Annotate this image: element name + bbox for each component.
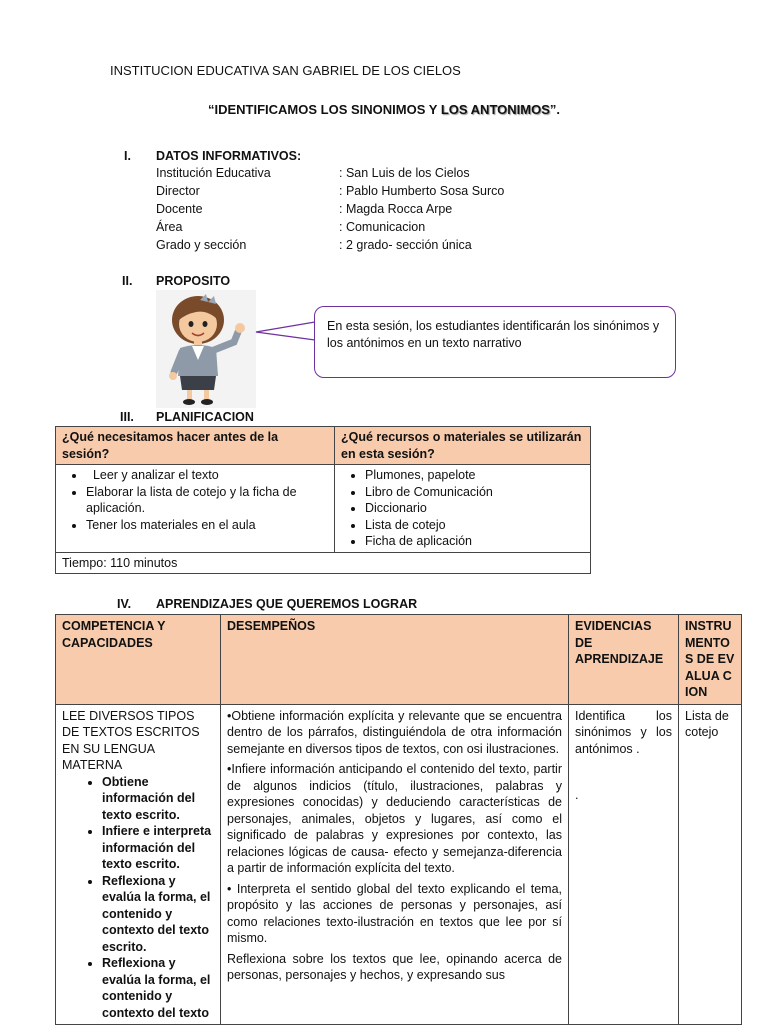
- speech-bubble-tail: [254, 320, 318, 342]
- competencia-text: LEE DIVERSOS TIPOS DE TEXTOS ESCRITOS EN SU LENGUA MATERNA: [62, 708, 200, 772]
- section-4-heading: APRENDIZAJES QUE QUEREMOS LOGRAR: [156, 597, 418, 611]
- capacidad-item: • Infiere e interpreta información del texto escrito.: [102, 823, 214, 873]
- info-value: : Magda Rocca Arpe: [339, 202, 453, 216]
- desempeno-paragraph: • Interpreta el sentido global del texto explicando el tema, propósito y las acciones de personas y personajes, así como relaciones texto-ilustración en textos que lee por sí mismo.: [227, 881, 562, 945]
- list-item: • Tener los materiales en el aula: [86, 517, 328, 534]
- evidencia-dot: .: [575, 788, 579, 802]
- section-3-heading: PLANIFICACION: [156, 410, 254, 424]
- planning-col1-header: ¿Qué necesitamos hacer antes de la sesión?: [56, 427, 335, 465]
- evidencias-cell: [569, 704, 679, 1025]
- school-name: INSTITUCION EDUCATIVA SAN GABRIEL DE LOS CIELOS: [110, 63, 461, 78]
- header-desempenos: DESEMPEÑOS: [221, 615, 569, 705]
- instrumento-cell: Lista de cotejo: [679, 704, 742, 1025]
- title-suffix: ”.: [549, 102, 560, 117]
- header-competencia: COMPETENCIA Y CAPACIDADES: [56, 615, 221, 705]
- title-highlight: LOS ANTONIMOS: [440, 102, 550, 117]
- list-item: • Plumones, papelote: [365, 467, 584, 484]
- section-1-heading: DATOS INFORMATIVOS:: [156, 149, 302, 163]
- section-2-heading: PROPOSITO: [156, 274, 231, 288]
- planning-time: Tiempo: 110 minutos: [56, 552, 591, 574]
- desempeno-paragraph: Reflexiona sobre los textos que lee, opinando acerca de personas, personajes y hechos, y expresando sus: [227, 951, 562, 982]
- info-label: Director: [156, 184, 200, 198]
- info-value: : Pablo Humberto Sosa Surco: [339, 184, 505, 198]
- planning-table: [55, 426, 591, 574]
- section-3-numeral: III.: [120, 410, 134, 424]
- list-item: • Elaborar la lista de cotejo y la ficha de aplicación.: [86, 484, 328, 517]
- list-item: • Libro de Comunicación: [365, 484, 584, 501]
- header-evidencias: EVIDENCIAS DE APRENDIZAJE: [569, 615, 679, 705]
- list-item: • Lista de cotejo: [365, 517, 584, 534]
- planning-col2-header: ¿Qué recursos o materiales se utilizarán en esta sesión?: [335, 427, 591, 465]
- competencia-cell: [56, 704, 221, 1025]
- capacidad-item: • Reflexiona y evalúa la forma, el contenido y contexto del texto: [102, 955, 214, 1021]
- page-title: [0, 102, 768, 117]
- section-4-numeral: IV.: [117, 597, 132, 611]
- info-value: : Comunicacion: [339, 220, 426, 234]
- info-label: Institución Educativa: [156, 166, 271, 180]
- section-1-numeral: I.: [124, 149, 131, 163]
- header-instrumentos: INSTRU MENTOS DE EVALUA CION: [679, 615, 742, 705]
- capacidad-item: • Reflexiona y evalúa la forma, el contenido y contexto del texto escrito.: [102, 873, 214, 956]
- list-item: • Ficha de aplicación: [365, 533, 584, 550]
- info-label: Área: [156, 220, 183, 234]
- section-2-numeral: II.: [122, 274, 133, 288]
- info-value: : 2 grado- sección única: [339, 238, 472, 252]
- evidencia-text: Identifica los sinónimos y los antónimos .: [575, 708, 672, 756]
- info-value: : San Luis de los Cielos: [339, 166, 470, 180]
- list-item: • Diccionario: [365, 500, 584, 517]
- desempenos-cell: [221, 704, 569, 1025]
- desempeno-paragraph: •Infiere información anticipando el contenido del texto, partir de algunos indicios (título, ilustraciones, palabras y expresiones conocidas) y deduciendo características de personajes, animales, objetos y lugares, así como el significado de palabras y expresiones por contexto, las relaciones lógicas de causa- efecto y semejanza-diferencia a partir de información explícita del texto.: [227, 762, 562, 875]
- capacidad-item: • Obtiene información del texto escrito.: [102, 774, 214, 824]
- teacher-illustration: [156, 290, 256, 408]
- planning-col1-cell: [56, 465, 335, 553]
- planning-col2-cell: [335, 465, 591, 553]
- info-label: Docente: [156, 202, 203, 216]
- title-prefix: “IDENTIFICAMOS LOS SINONIMOS Y: [207, 102, 441, 117]
- purpose-speech-bubble: En esta sesión, los estudiantes identificarán los sinónimos y los antónimos en un texto narrativo: [314, 306, 676, 378]
- desempeno-paragraph: •Obtiene información explícita y relevante que se encuentra dentro de los párrafos, distinguiéndola de otra información semejante en diversos tipos de textos, con osi ilustraciones.: [227, 708, 562, 756]
- learning-table: [55, 614, 742, 1025]
- list-item: • Leer y analizar el texto: [86, 467, 328, 484]
- info-label: Grado y sección: [156, 238, 247, 252]
